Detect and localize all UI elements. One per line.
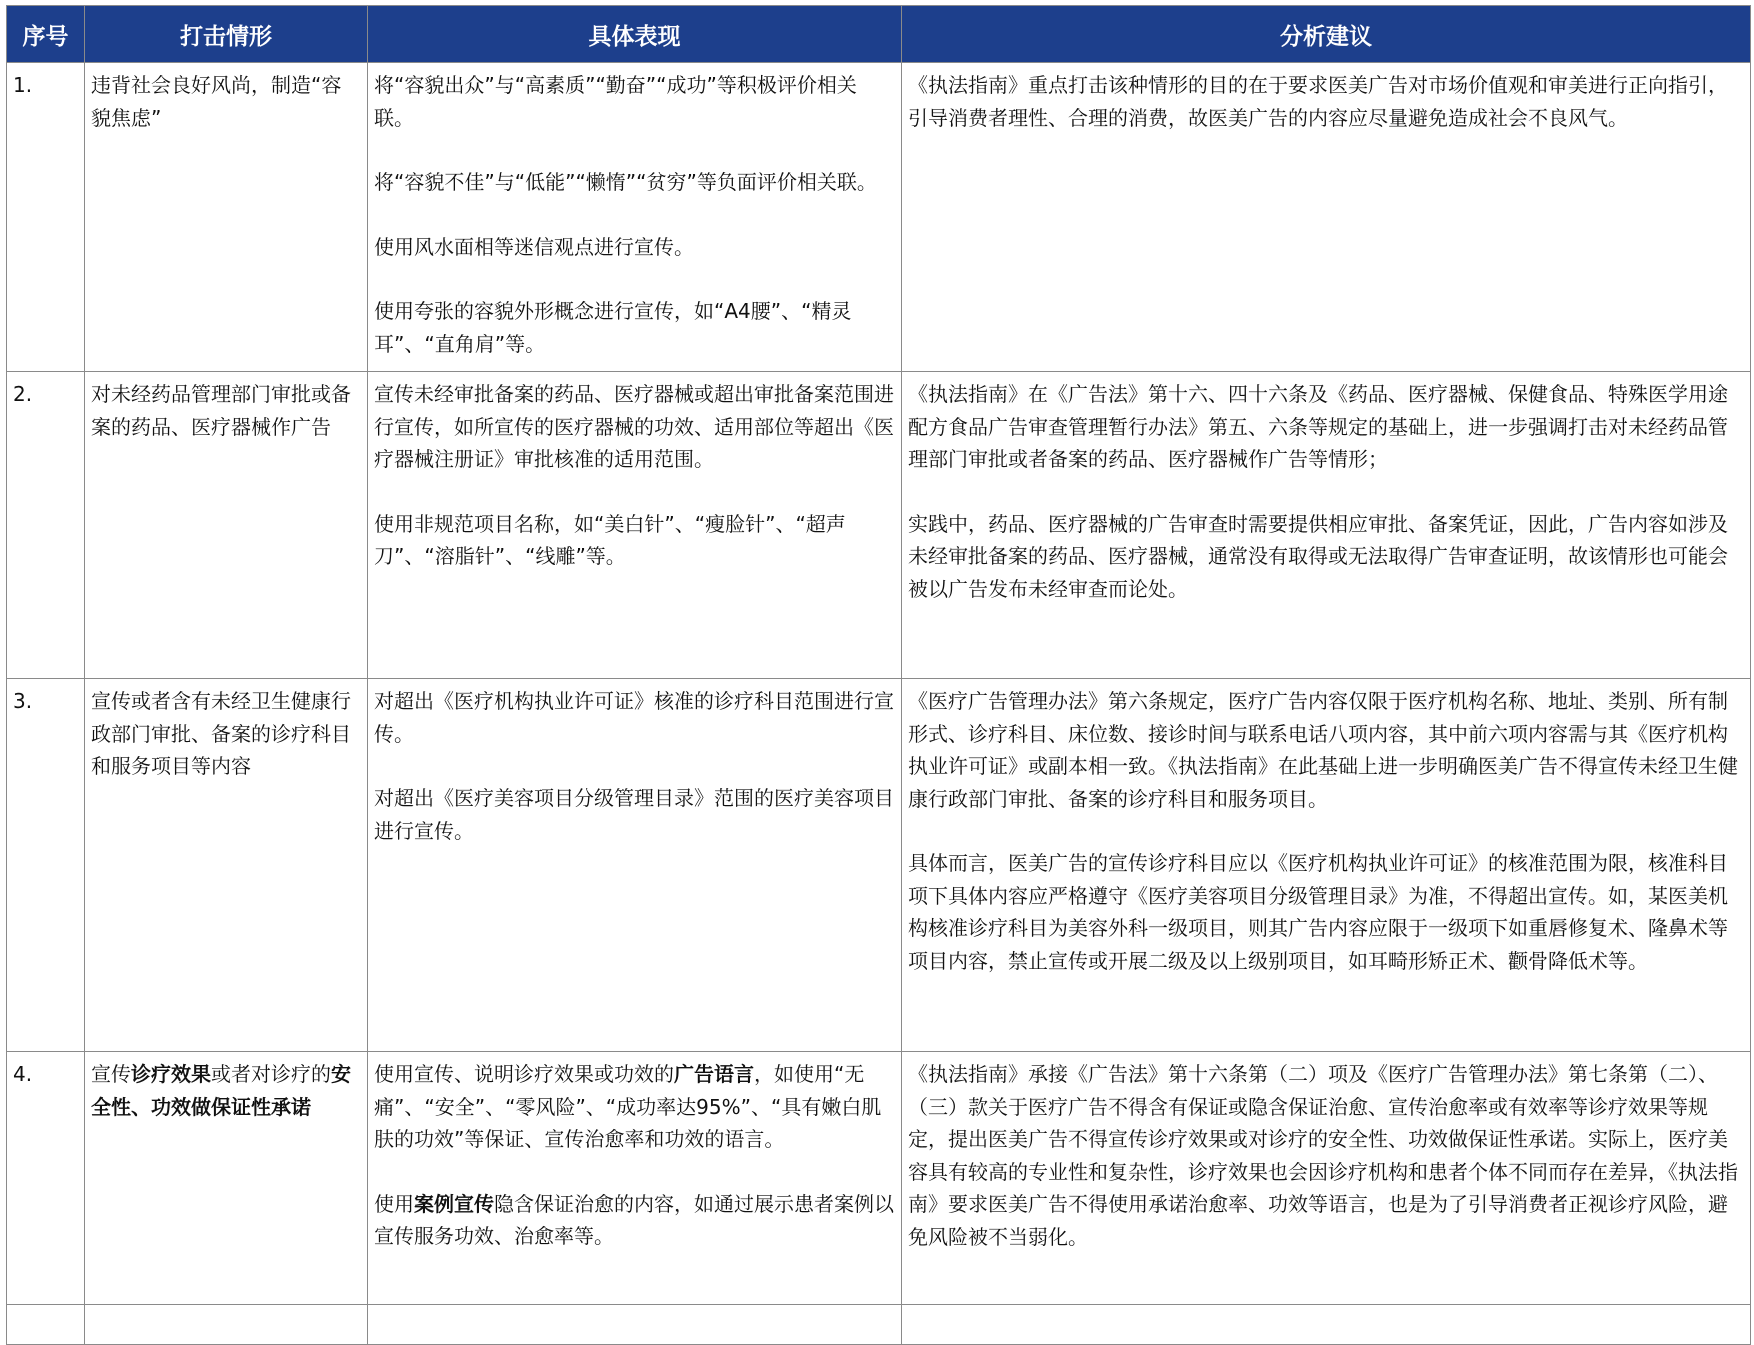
text-run: ，如使用“无痛”、“安全”、“零风险”、“成功率达95%”、“具有嫩白肌肤的功效”等保证、宣传治愈率和功效的语言。 [374,1062,882,1151]
paragraph [908,847,1744,977]
case-cell [85,679,368,1052]
analysis-cell [902,1052,1751,1305]
row-number: 3. [7,679,85,1052]
paragraph [908,685,1744,815]
case-cell [85,63,368,372]
paragraph [374,1188,895,1253]
paragraph [908,1058,1744,1253]
details-cell [368,679,902,1052]
paragraph [374,166,895,199]
paragraph [908,378,1744,476]
table-row [7,63,1751,372]
empty-cell [368,1305,902,1345]
empty-cell [902,1305,1751,1345]
paragraph [374,508,895,573]
text-run: 《执法指南》在《广告法》第十六、四十六条及《药品、医疗器械、保健食品、特殊医学用途配方食品广告审查管理暂行办法》第五、六条等规定的基础上，进一步强调打击对未经药品管理部门审批或者备案的药品、医疗器械作广告等情形； [908,382,1728,471]
paragraph [374,231,895,264]
paragraph [374,782,895,847]
header-analysis: 分析建议 [902,6,1751,63]
text-run: 《医疗广告管理办法》第六条规定，医疗广告内容仅限于医疗机构名称、地址、类别、所有制形式、诊疗科目、床位数、接诊时间与联系电话八项内容，其中前六项内容需与其《医疗机构执业许可证》或副本相一致。《执法指南》在此基础上进一步明确医美广告不得宣传未经卫生健康行政部门审批、备案的诊疗科目和服务项目。 [908,689,1738,811]
text-run: 将“容貌出众”与“高素质”“勤奋”“成功”等积极评价相关联。 [374,73,857,130]
details-cell [368,372,902,679]
details-cell [368,1052,902,1305]
empty-cell [7,1305,85,1345]
analysis-cell [902,679,1751,1052]
paragraph [374,295,895,360]
text-run: 使用风水面相等迷信观点进行宣传。 [374,234,694,259]
text-run: 具体而言，医美广告的宣传诊疗科目应以《医疗机构执业许可证》的核准范围为限，核准科目项下具体内容应严格遵守《医疗美容项目分级管理目录》为准，不得超出宣传。如，某医美机构核准诊疗科目为美容外科一级项目，则其广告内容应限于一级项下如重唇修复术、隆鼻术等项目内容，禁止宣传或开展二级及以上级别项目，如耳畸形矫正术、颧骨降低术等。 [908,851,1728,973]
text-run: 将“容貌不佳”与“低能”“懒惰”“贫穷”等负面评价相关联。 [374,170,877,194]
paragraph [374,69,895,134]
table-row-partial [7,1305,1751,1345]
table-row [7,679,1751,1052]
text-run: 使用宣传、说明诊疗效果或功效的 [374,1062,674,1086]
text-run: 使用非规范项目名称，如“美白针”、“瘦脸针”、“超声刀”、“溶脂针”、“线雕”等。 [374,511,846,568]
text-run: 对未经药品管理部门审批或备案的药品、医疗器械作广告 [91,382,351,439]
analysis-cell [902,372,1751,679]
text-run: 宣传或者含有未经卫生健康行政部门审批、备案的诊疗科目和服务项目等内容 [91,689,351,778]
paragraph [908,69,1744,134]
bold-text: 广告语言 [674,1062,754,1086]
text-run: 实践中，药品、医疗器械的广告审查时需要提供相应审批、备案凭证，因此，广告内容如涉及未经审批备案的药品、医疗器械，通常没有取得或无法取得广告审查证明，故该情形也可能会被以广告发布未经审查而论处。 [908,511,1728,601]
text-run: 《执法指南》承接《广告法》第十六条第（二）项及《医疗广告管理办法》第七条第（二）、（三）款关于医疗广告不得含有保证或隐含保证治愈、宣传治愈率或有效率等诊疗效果等规定，提出医美广告不得宣传诊疗效果或对诊疗的安全性、功效做保证性承诺。实际上，医疗美容具有较高的专业性和复杂性，诊疗效果也会因诊疗机构和患者个体不同而存在差异，《执法指南》要求医美广告不得使用承诺治愈率、功效等语言，也是为了引导消费者正视诊疗风险，避免风险被不当弱化。 [908,1062,1738,1249]
text-run: 使用 [374,1191,414,1216]
table-body [7,63,1751,1345]
paragraph [374,378,895,476]
details-cell [368,63,902,372]
table-row [7,1052,1751,1305]
case-cell [85,372,368,679]
text-run: 或者对诊疗的 [211,1062,331,1086]
case-cell [85,1052,368,1305]
paragraph [908,508,1744,606]
header-row [7,6,1751,63]
regulation-table [6,5,1751,1345]
empty-cell [85,1305,368,1345]
header-no: 序号 [7,6,85,63]
paragraph [374,685,895,750]
row-number: 1. [7,63,85,372]
header-case: 打击情形 [85,6,368,63]
analysis-cell [902,63,1751,372]
text-run: 违背社会良好风尚，制造“容貌焦虑” [91,73,342,130]
table-row [7,372,1751,679]
text-run: 对超出《医疗美容项目分级管理目录》范围的医疗美容项目进行宣传。 [374,786,894,843]
text-run: 对超出《医疗机构执业许可证》核准的诊疗科目范围进行宣传。 [374,689,894,746]
header-details: 具体表现 [368,6,902,63]
text-run: 使用夸张的容貌外形概念进行宣传，如“A4腰”、“精灵耳”、“直角肩”等。 [374,299,852,356]
row-number: 2. [7,372,85,679]
text-run: 宣传 [91,1062,131,1086]
bold-text: 案例宣传 [414,1191,494,1216]
text-run: 《执法指南》重点打击该种情形的目的在于要求医美广告对市场价值观和审美进行正向指引，引导消费者理性、合理的消费，故医美广告的内容应尽量避免造成社会不良风气。 [908,73,1728,130]
text-run: 隐含保证治愈的内容，如通过展示患者案例以宣传服务功效、治愈率等。 [374,1191,894,1248]
paragraph [374,1058,895,1156]
row-number: 4. [7,1052,85,1305]
bold-text: 诊疗效果 [131,1062,211,1086]
text-run: 宣传未经审批备案的药品、医疗器械或超出审批备案范围进行宣传，如所宣传的医疗器械的功效、适用部位等超出《医疗器械注册证》审批核准的适用范围。 [374,382,894,471]
bold-text: 安全性、功效做保证性承诺 [91,1062,351,1119]
